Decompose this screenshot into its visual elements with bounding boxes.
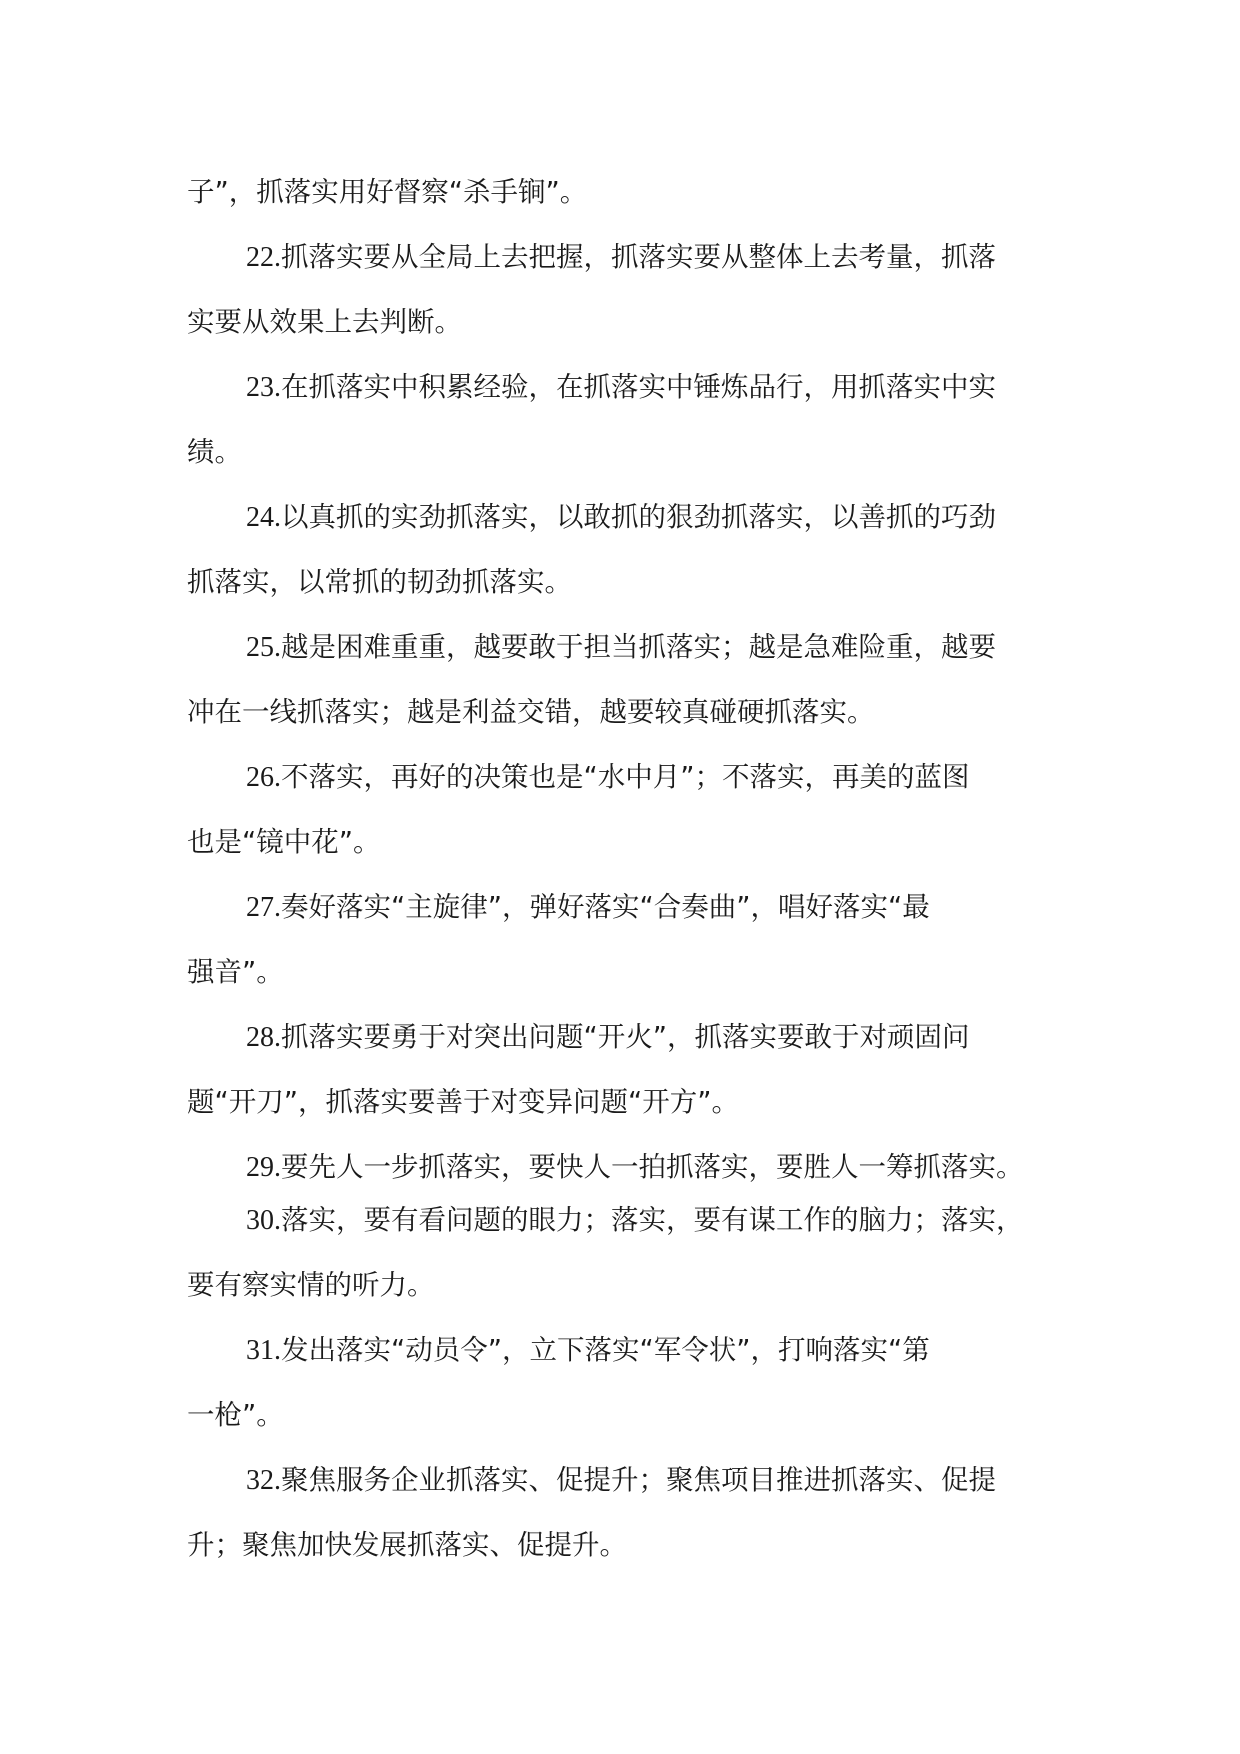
line-text: 以真抓的实劲抓落实，以敢抓的狠劲抓落实，以善抓的巧劲 xyxy=(281,501,996,533)
list-item-30-line-1 xyxy=(187,1198,1067,1243)
list-item-28-line-1 xyxy=(187,1015,1067,1060)
line-text: 不落实，再好的决策也是“水中月”；不落实，再美的蓝图 xyxy=(281,761,970,793)
list-item-25-line-2 xyxy=(187,690,1067,735)
list-item-29-line-1 xyxy=(187,1145,1067,1190)
line-text: 升；聚焦加快发展抓落实、促提升。 xyxy=(187,1529,627,1561)
item-number: 30. xyxy=(246,1205,281,1236)
line-text: 要有察实情的听力。 xyxy=(187,1269,435,1301)
line-text: 子”，抓落实用好督察“杀手锏”。 xyxy=(187,176,588,208)
paragraph-continuation-line xyxy=(187,170,1067,215)
item-number: 27. xyxy=(246,892,281,923)
item-number: 26. xyxy=(246,762,281,793)
list-item-31-line-1 xyxy=(187,1328,1067,1373)
line-text: 发出落实“动员令”，立下落实“军令状”，打响落实“第 xyxy=(281,1334,930,1366)
list-item-22-line-2 xyxy=(187,300,1067,345)
line-text: 在抓落实中积累经验，在抓落实中锤炼品行，用抓落实中实 xyxy=(281,371,996,403)
list-item-31-line-2 xyxy=(187,1393,1067,1438)
list-item-28-line-2 xyxy=(187,1080,1067,1125)
list-item-30-line-2 xyxy=(187,1263,1067,1308)
line-text: 冲在一线抓落实；越是利益交错，越要较真碰硬抓落实。 xyxy=(187,696,875,728)
item-number: 31. xyxy=(246,1335,281,1366)
item-number: 28. xyxy=(246,1022,281,1053)
list-item-23-line-2 xyxy=(187,430,1067,475)
list-item-25-line-1 xyxy=(187,625,1067,670)
item-number: 22. xyxy=(246,242,281,273)
line-text: 奏好落实“主旋律”，弹好落实“合奏曲”，唱好落实“最 xyxy=(281,891,930,923)
line-text: 要先人一步抓落实，要快人一拍抓落实，要胜人一筹抓落实。 xyxy=(281,1151,1024,1183)
line-text: 抓落实要勇于对突出问题“开火”，抓落实要敢于对顽固问 xyxy=(281,1021,970,1053)
list-item-32-line-1 xyxy=(187,1458,1067,1503)
item-number: 32. xyxy=(246,1465,281,1496)
line-text: 强音”。 xyxy=(187,956,284,988)
item-number: 24. xyxy=(246,502,281,533)
list-item-22-line-1 xyxy=(187,235,1067,280)
line-text: 一枪”。 xyxy=(187,1399,284,1431)
list-item-27-line-1 xyxy=(187,885,1067,930)
line-text: 实要从效果上去判断。 xyxy=(187,306,462,338)
line-text: 抓落实，以常抓的韧劲抓落实。 xyxy=(187,566,572,598)
line-text: 抓落实要从全局上去把握，抓落实要从整体上去考量，抓落 xyxy=(281,241,996,273)
line-text: 题“开刀”，抓落实要善于对变异问题“开方”。 xyxy=(187,1086,739,1118)
list-item-26-line-2 xyxy=(187,820,1067,865)
line-text: 越是困难重重，越要敢于担当抓落实；越是急难险重，越要 xyxy=(281,631,996,663)
list-item-24-line-2 xyxy=(187,560,1067,605)
item-number: 25. xyxy=(246,632,281,663)
item-number: 23. xyxy=(246,372,281,403)
line-text: 也是“镜中花”。 xyxy=(187,826,381,858)
line-text: 绩。 xyxy=(187,436,242,468)
list-item-23-line-1 xyxy=(187,365,1067,410)
list-item-24-line-1 xyxy=(187,495,1067,540)
list-item-27-line-2 xyxy=(187,950,1067,995)
document-body xyxy=(187,170,1067,1568)
line-text: 落实，要有看问题的眼力；落实，要有谋工作的脑力；落实， xyxy=(281,1204,1024,1236)
line-text: 聚焦服务企业抓落实、促提升；聚焦项目推进抓落实、促提 xyxy=(281,1464,996,1496)
list-item-26-line-1 xyxy=(187,755,1067,800)
list-item-32-line-2 xyxy=(187,1523,1067,1568)
item-number: 29. xyxy=(246,1152,281,1183)
